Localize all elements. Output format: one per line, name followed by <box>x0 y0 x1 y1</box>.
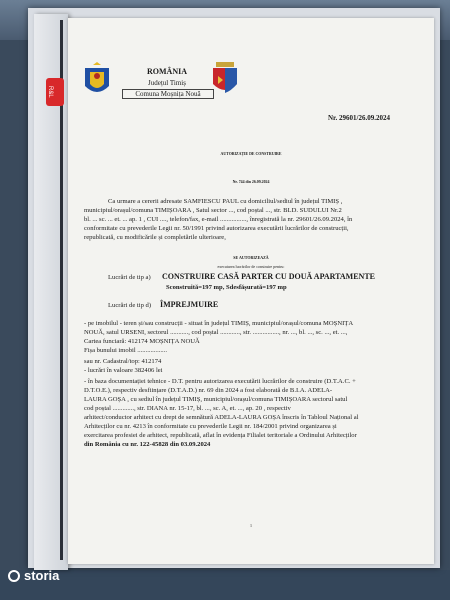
works-type-a-label: Lucrări de tip a) <box>108 274 151 281</box>
page-number: 1 <box>250 523 252 528</box>
property-line: NOUĂ, satul URSENI, sectorul ..........., cod poștal ............, str. ................, nr. ..., bl. ..., sc. ..., et. ..., <box>84 329 348 336</box>
authorization-heading: SE AUTORIZEAZĂ <box>233 255 269 260</box>
property-line: din România cu nr. 122-45828 din 03.09.2024 <box>84 441 211 448</box>
romania-coat-of-arms-icon <box>82 62 112 100</box>
property-line: sau nr. Cadastral/top: 412174 <box>84 358 162 365</box>
works-type-a-value: CONSTRUIRE CASĂ PARTER CU DOUĂ APARTAMENTE <box>162 272 376 281</box>
storia-watermark <box>8 568 59 583</box>
property-line: - lucrări în valoare 382406 lei <box>84 367 163 374</box>
intro-line: municipiul/orașul/comuna TIMIȘOARA , Satul sector ..., cod poștal ..., str. BLD. SUDULUI Nr.2 <box>84 207 342 214</box>
document-page <box>68 18 434 564</box>
authorization-subheading: executarea lucrărilor de construire pentru: <box>217 264 285 269</box>
header-county: Județul Timiș <box>148 79 186 87</box>
intro-line: conformitate cu prevederile Legii nr. 50/1991 privind autorizarea executării lucrărilor de construcții, <box>84 225 349 232</box>
property-line: - pe imobilul - teren și/sau construcții - situat în județul TIMIȘ, municipiul/orașul/comuna MOȘNIȚA <box>84 320 354 327</box>
document-number: Nr. 744 din 26.09.2024 <box>232 180 270 184</box>
background-bottom <box>0 570 450 600</box>
storia-logo-icon <box>8 570 20 582</box>
registration-number: Nr. 29601/26.09.2024 <box>328 114 390 122</box>
property-line: exercitarea profesiei de arhitect, republicată, aflat în evidența Filialei teritoriale a Ordinului Arhitecților <box>84 432 357 439</box>
watermark-text: storia <box>24 568 60 583</box>
commune-crest-icon <box>210 60 240 98</box>
property-line: Fișa bunului imobil .................. <box>84 347 167 354</box>
property-line: - în baza documentației tehnice - D.T. pentru autorizarea executării lucrărilor de construire (D.T.A.C. + <box>84 378 356 385</box>
property-line: cod poștal ............., str. DIANA nr. 15-17, bl. ..., sc. A, et. ..., ap. 20 , respectiv <box>84 405 291 412</box>
surfaces: Sconstruită=197 mp, Sdesfășurată=197 mp <box>166 284 287 291</box>
red-tab: R&L <box>46 78 64 106</box>
header-country: ROMÂNIA <box>147 67 187 76</box>
property-line: Cartea funciară: 412174 MOȘNIȚA NOUĂ <box>84 338 200 345</box>
property-line: arhitect/conductor arhitect cu drept de semnătură ADELA-LAURA GOȘA înscris în Tabloul Național al <box>84 414 359 421</box>
property-line: D.T.O.E.), respectiv desființare (D.T.A.D.) nr. 69 din 2024 a fost elaborată de B.I.A. ADELA- <box>84 387 333 394</box>
document-title: AUTORIZAȚIE DE CONSTRUIRE <box>220 152 282 156</box>
intro-line: bl. ... sc. ... et. ... ap. 1 , CUI ...., telefon/fax, e-mail ................, înregistrată la nr. 29601/26.09.2024, în <box>84 216 353 223</box>
header-commune: Comuna Moșnița Nouă <box>122 89 214 99</box>
works-type-d-value: ÎMPREJMUIRE <box>160 300 219 309</box>
intro-line: Ca urmare a cererii adresate SAMFIESCU PAUL cu domiciliul/sediul în județul TIMIȘ , <box>108 198 343 205</box>
property-line: LAURA GOȘA , cu sediul în județul TIMIȘ, municipiul/orașul/comuna TIMIȘOARA sectorul satul <box>84 396 348 403</box>
property-line: Arhitecților cu nr. 4213 în conformitate cu prevederile Legii nr. 184/2001 privind organizarea și <box>84 423 337 430</box>
works-type-d-label: Lucrări de tip d) <box>108 302 152 309</box>
intro-line: republicată, cu modificările și completările ulterioare, <box>84 234 226 241</box>
